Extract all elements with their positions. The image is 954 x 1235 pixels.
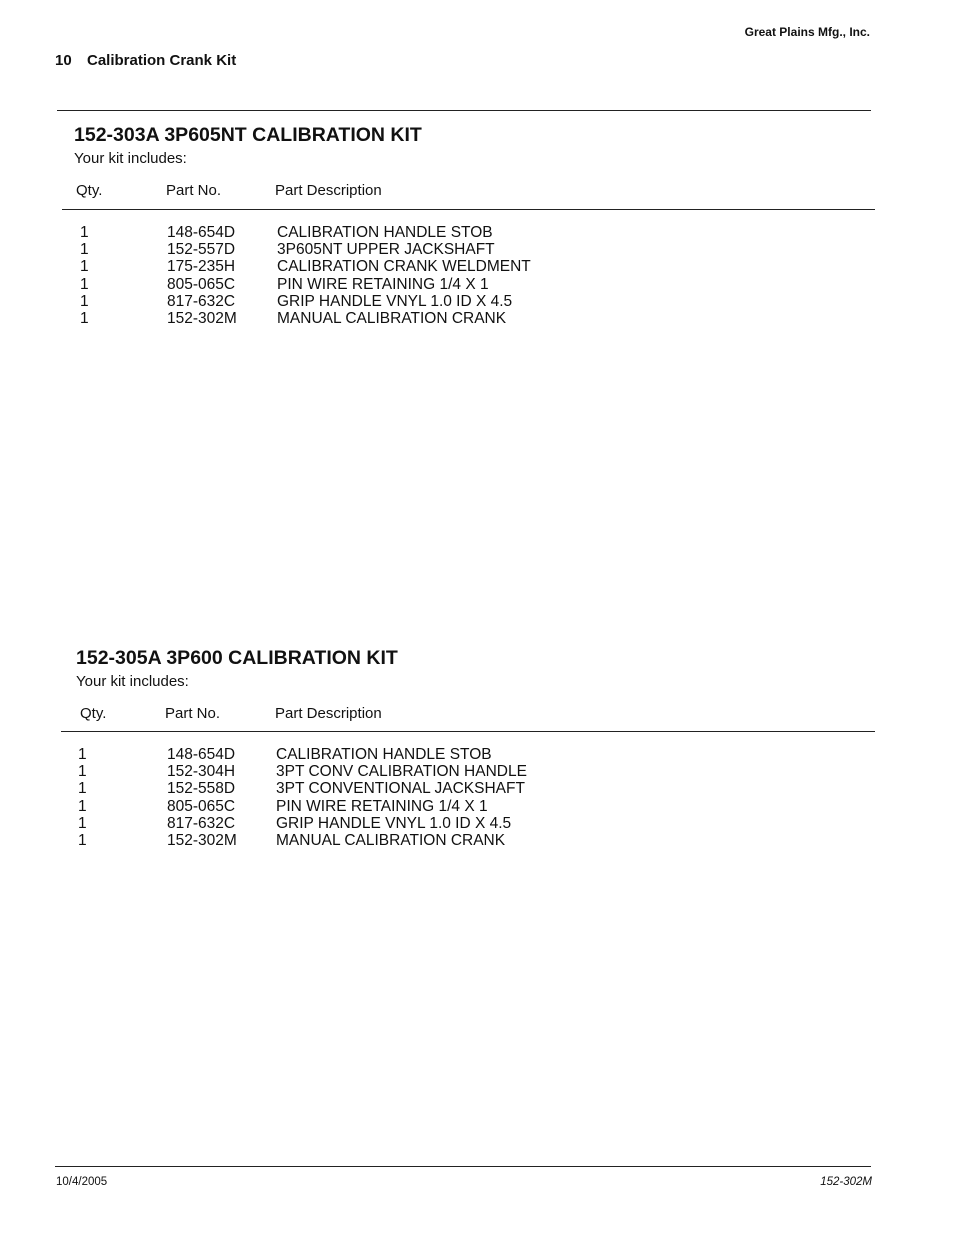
description-cell: MANUAL CALIBRATION CRANK	[277, 310, 507, 327]
page-number: 10	[55, 52, 72, 69]
description-cell: CALIBRATION HANDLE STOB	[277, 224, 493, 241]
qty-cell: 1	[78, 832, 87, 849]
description-cell: MANUAL CALIBRATION CRANK	[276, 832, 506, 849]
part-number-cell: 152-557D	[167, 241, 236, 259]
part-number-cell: 805-065C	[167, 275, 236, 293]
qty-cell: 1	[80, 310, 89, 327]
description-cell: 3P605NT UPPER JACKSHAFT	[277, 241, 495, 259]
description-cell: CALIBRATION CRANK WELDMENT	[277, 258, 531, 276]
qty-cell: 1	[78, 780, 87, 798]
description-cell: CALIBRATION HANDLE STOB	[276, 746, 492, 763]
kit-title: 152-305A 3P600 CALIBRATION KIT	[76, 647, 398, 669]
part-number-cell: 152-302M	[167, 310, 237, 327]
part-number-cell: 148-654D	[167, 224, 236, 241]
qty-cell: 1	[80, 275, 89, 293]
column-header-part-no: Part No.	[165, 705, 221, 722]
part-number-cell: 175-235H	[167, 258, 236, 276]
qty-cell: 1	[80, 224, 89, 241]
description-cell: 3PT CONVENTIONAL JACKSHAFT	[276, 780, 525, 798]
section-title: Calibration Crank Kit	[87, 52, 237, 69]
column-header-qty: Qty.	[76, 182, 103, 199]
description-cell: PIN WIRE RETAINING 1/4 X 1	[276, 797, 488, 815]
part-number-cell: 817-632C	[167, 292, 236, 310]
part-number-cell: 152-302M	[167, 832, 237, 849]
qty-cell: 1	[78, 814, 87, 832]
page-header	[55, 52, 236, 69]
qty-cell: 1	[78, 746, 87, 763]
column-header-description: Part Description	[275, 705, 382, 722]
description-cell: PIN WIRE RETAINING 1/4 X 1	[277, 275, 489, 293]
part-number-cell: 817-632C	[167, 814, 236, 832]
description-cell: 3PT CONV CALIBRATION HANDLE	[276, 763, 527, 781]
kit-intro: Your kit includes:	[76, 673, 189, 690]
description-cell: GRIP HANDLE VNYL 1.0 ID X 4.5	[277, 292, 513, 310]
part-number-cell: 148-654D	[167, 746, 236, 763]
column-header-part-no: Part No.	[166, 182, 222, 199]
table-header-divider	[62, 209, 875, 210]
company-name: Great Plains Mfg., Inc.	[744, 25, 870, 39]
footer-divider	[55, 1166, 871, 1167]
qty-cell: 1	[80, 258, 89, 276]
header-divider	[57, 110, 871, 111]
column-header-qty: Qty.	[80, 705, 107, 722]
qty-cell: 1	[78, 763, 87, 781]
kit-title: 152-303A 3P605NT CALIBRATION KIT	[74, 124, 422, 146]
qty-cell: 1	[80, 292, 89, 310]
part-number-cell: 805-065C	[167, 797, 236, 815]
column-header-description: Part Description	[275, 182, 382, 199]
part-number-cell: 152-558D	[167, 780, 236, 798]
table-header-divider	[61, 731, 875, 732]
qty-cell: 1	[78, 797, 87, 815]
description-cell: GRIP HANDLE VNYL 1.0 ID X 4.5	[276, 814, 512, 832]
footer-date: 10/4/2005	[56, 1176, 108, 1188]
kit-intro: Your kit includes:	[74, 150, 187, 167]
qty-cell: 1	[80, 241, 89, 259]
part-number-cell: 152-304H	[167, 763, 236, 781]
footer-doc-number: 152-302M	[820, 1176, 872, 1188]
